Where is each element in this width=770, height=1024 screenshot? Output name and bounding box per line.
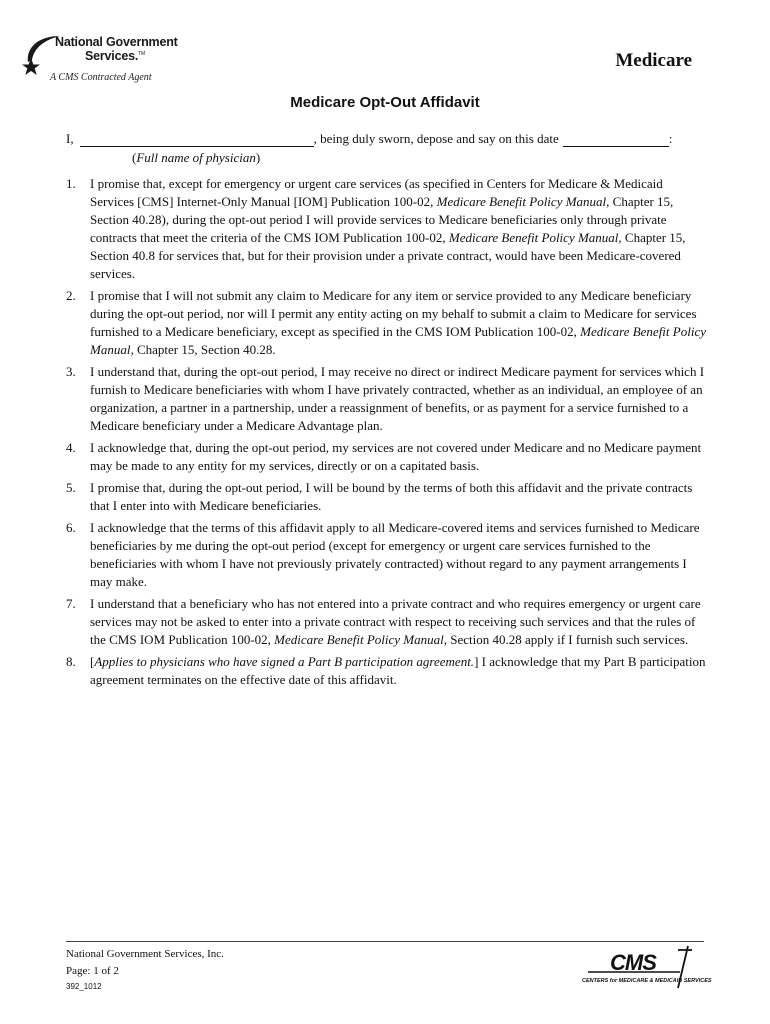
item-text-segment: Chapter 15, Section 40.28), during the opt-out period I will provide services to Medicare beneficiaries only through private contracts that meet the criteria of the CMS IOM Publication 100-02,: [90, 194, 674, 245]
sworn-middle: , being duly sworn, depose and say on this date: [313, 131, 559, 146]
italic-citation: Medicare Benefit Policy Manual,: [448, 230, 622, 245]
italic-citation: Applies to physicians who have signed a Part B participation agreement.: [94, 654, 475, 669]
item-text-segment: Chapter 15, Section 40.28.: [133, 342, 276, 357]
affidavit-items: [66, 175, 706, 693]
name-hint-text: Full name of physician: [136, 150, 256, 165]
item-text-segment: I promise that I will not submit any claim to Medicare for any item or service provided to any Medicare beneficiary during the opt-out period, nor will I permit any entity acting on my behalf to submit a claim to Medicare for services furnished to a Medicare beneficiary, except as specified in the CMS IOM Publication 100-02,: [90, 288, 697, 339]
form-code: 392_1012: [66, 982, 102, 991]
cms-wordmark: CMS: [610, 950, 656, 975]
item-text: [90, 595, 706, 649]
item-text: [90, 363, 706, 435]
sworn-prefix: I,: [66, 131, 74, 146]
item-text: [90, 175, 706, 283]
agent-tagline: A CMS Contracted Agent: [50, 72, 152, 83]
physician-name-field[interactable]: [80, 133, 314, 147]
item-text-segment: Section 40.28 apply if I furnish such services.: [446, 632, 689, 647]
item-number: 2.: [66, 288, 76, 303]
item-number: 8.: [66, 654, 76, 669]
affidavit-item: [66, 595, 706, 649]
item-text-segment: [: [90, 654, 95, 669]
item-text-segment: I acknowledge that, during the opt-out period, my services are not covered under Medicare and no Medicare payment may be made to any entity for my services, directly or on a capitated basis.: [90, 440, 702, 473]
item-text: [90, 287, 706, 359]
affidavit-item: [66, 175, 706, 283]
sworn-statement: [66, 131, 706, 166]
affidavit-item: [66, 479, 706, 515]
item-text: [90, 479, 706, 515]
ngs-logo: [22, 30, 182, 85]
page-title: Medicare Opt-Out Affidavit: [290, 94, 480, 111]
italic-citation: Medicare Benefit Policy Manual,: [90, 324, 706, 357]
item-number: 5.: [66, 480, 76, 495]
logo-line2: Services.: [85, 49, 139, 64]
item-text-segment: I understand that a beneficiary who has not entered into a private contract and who requires emergency or urgent care services may not be asked to enter into a private contract with respect to receiving such services and that the rules of the CMS IOM Publication 100-02,: [90, 596, 701, 647]
page-number: Page: 1 of 2: [66, 965, 119, 977]
sworn-suffix: :: [668, 131, 673, 146]
item-text-segment: Chapter 15, Section 40.8 for services that, but for their provision under a private contract, would have been Medicare-covered services.: [90, 230, 686, 281]
item-number: 3.: [66, 364, 76, 379]
item-text: [90, 439, 706, 475]
item-text-segment: ] I acknowledge that my Part B participation agreement terminates on the effective date of this affidavit.: [90, 654, 706, 687]
item-text: [90, 653, 706, 689]
cms-logo: [580, 942, 712, 990]
italic-citation: Medicare Benefit Policy Manual,: [436, 194, 610, 209]
affidavit-item: [66, 439, 706, 475]
affidavit-item: [66, 653, 706, 689]
item-number: 1.: [66, 176, 76, 191]
affidavit-item: [66, 519, 706, 591]
item-text-segment: I promise that, except for emergency or urgent care services (as specified in Centers for Medicare & Medicaid Services [CMS] Internet-Only Manual [IOM] Publication 100-02,: [90, 176, 663, 209]
item-text-segment: I understand that, during the opt-out period, I may receive no direct or indirect Medicare payment for services which I furnish to Medicare beneficiaries with whom I have privately contracted, whether as an individual, an employee of an organization, a partner in a partnership, under a reassignment of benefits, or as payment for a service furnished to a Medicare beneficiary under a Medicare Advantage plan.: [90, 364, 705, 433]
item-text-segment: I promise that, during the opt-out period, I will be bound by the terms of both this affidavit and the private contracts that I enter into with Medicare beneficiaries.: [90, 480, 693, 513]
item-text: [90, 519, 706, 591]
item-text-segment: I acknowledge that the terms of this affidavit apply to all Medicare-covered items and services furnished to Medicare beneficiaries by me during the opt-out period (except for emergency or urgent care services furnished to the beneficiaries with whom I have not previously privately contracted) without regard to any payment arrangements I may make.: [90, 520, 700, 589]
logo-line1: National Government: [55, 35, 178, 49]
italic-citation: Medicare Benefit Policy Manual,: [274, 632, 447, 647]
affidavit-item: [66, 287, 706, 359]
logo-tm: TM: [138, 51, 145, 57]
item-number: 4.: [66, 440, 76, 455]
affidavit-item: [66, 363, 706, 435]
logo-wordmark: [55, 36, 178, 62]
name-hint: (Full name of physician): [132, 150, 261, 165]
footer-org: National Government Services, Inc.: [66, 948, 224, 960]
item-number: 7.: [66, 596, 76, 611]
date-field[interactable]: [563, 133, 669, 147]
cms-subtitle: CENTERS for MEDICARE & MEDICAID SERVICES: [582, 978, 712, 984]
program-label: Medicare: [615, 50, 692, 71]
item-number: 6.: [66, 520, 76, 535]
